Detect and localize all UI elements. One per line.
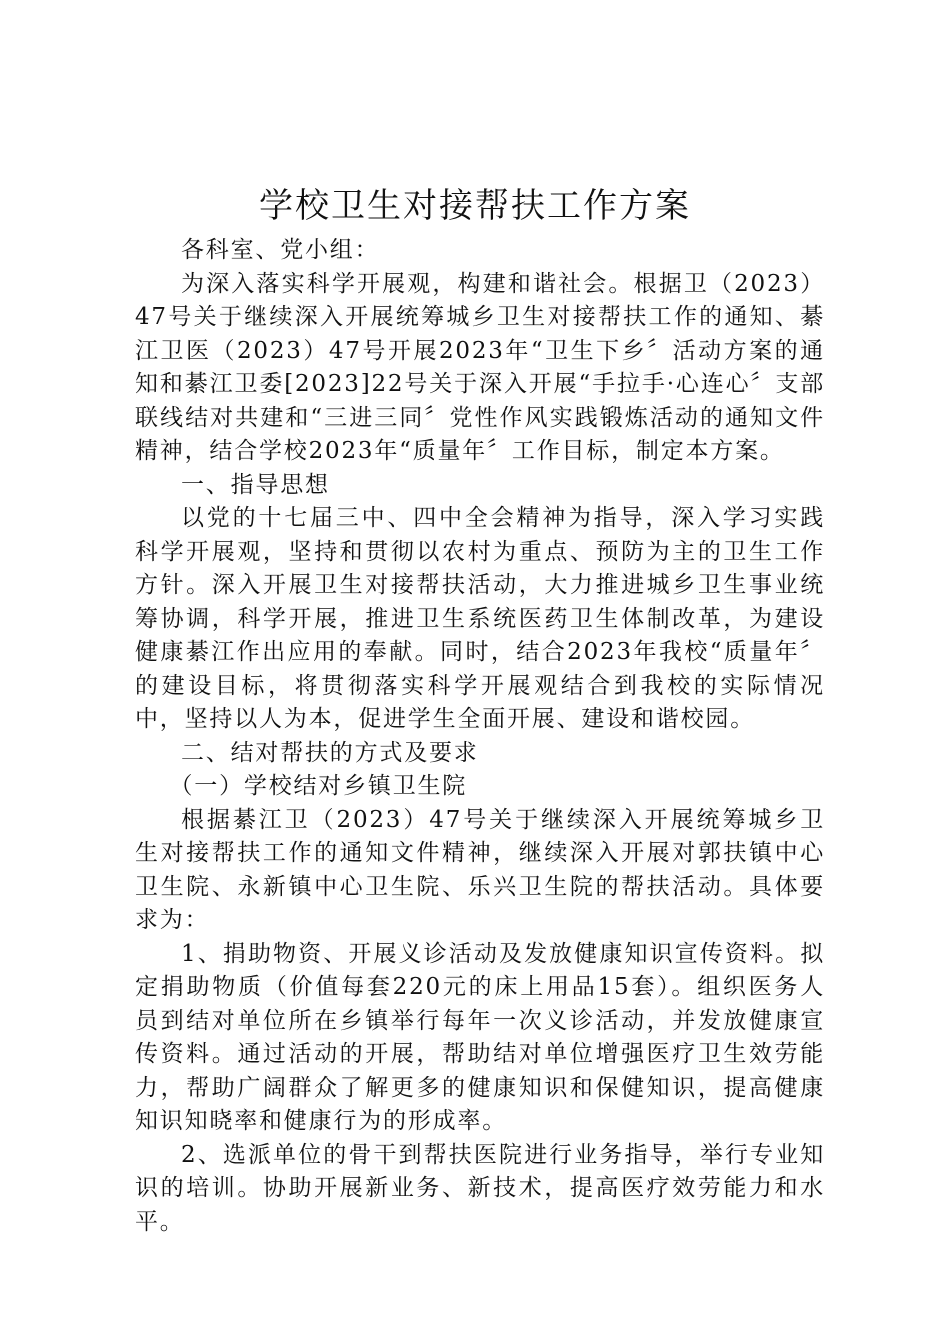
document-body xyxy=(135,234,825,1239)
document-title: 学校卫生对接帮扶工作方案 xyxy=(259,186,691,226)
school-pairing-paragraph: 根据綦江卫（2023）47号关于继续深入开展统筹城乡卫生对接帮扶工作的通知文件精神，继续深入开展对郭扶镇中心卫生院、永新镇中心卫生院、乐兴卫生院的帮扶活动。具体要求为： xyxy=(135,806,825,933)
section-heading-pairing-methods: 二、结对帮扶的方式及要求 xyxy=(181,739,479,766)
requirement-item-2: 2、选派单位的骨干到帮扶医院进行业务指导，举行专业知识的培训。协助开展新业务、新技术，提高医疗效劳能力和水平。 xyxy=(135,1141,825,1235)
section-heading-guiding-ideology: 一、指导思想 xyxy=(181,471,330,498)
guiding-ideology-paragraph: 以党的十七届三中、四中全会精神为指导，深入学习实践科学开展观，坚持和贯彻以农村为重点、预防为主的卫生工作方针。深入开展卫生对接帮扶活动，大力推进城乡卫生事业统筹协调，科学开展，推进卫生系统医药卫生体制改革，为建设健康綦江作出应用的奉献。同时，结合2023年我校“质量年〞的建设目标，将贯彻落实科学开展观结合到我校的实际情况中，坚持以人为本，促进学生全面开展、建设和谐校园。 xyxy=(135,505,825,732)
subsection-heading-school-pairing: （一）学校结对乡镇卫生院 xyxy=(169,773,468,799)
salutation: 各科室、党小组： xyxy=(181,237,380,263)
requirement-item-1: 1、捐助物资、开展义诊活动及发放健康知识宣传资料。拟定捐助物质（价值每套220元的床上用品15套）。组织医务人员到结对单位所在乡镇举行每年一次义诊活动，并发放健康宣传资料。通过活动的开展，帮助结对单位增强医疗卫生效劳能力，帮助广阔群众了解更多的健康知识和保健知识，提高健康知识知晓率和健康行为的形成率。 xyxy=(135,940,825,1134)
intro-paragraph: 为深入落实科学开展观，构建和谐社会。根据卫（2023）47号关于继续深入开展统筹城乡卫生对接帮扶工作的通知、綦江卫医（2023）47号开展2023年“卫生下乡〞活动方案的通知和綦江卫委[2023]22号关于深入开展“手拉手·心连心〞支部联线结对共建和“三进三同〞党性作风实践锻炼活动的通知文件精神，结合学校2023年“质量年〞工作目标，制定本方案。 xyxy=(135,270,825,464)
